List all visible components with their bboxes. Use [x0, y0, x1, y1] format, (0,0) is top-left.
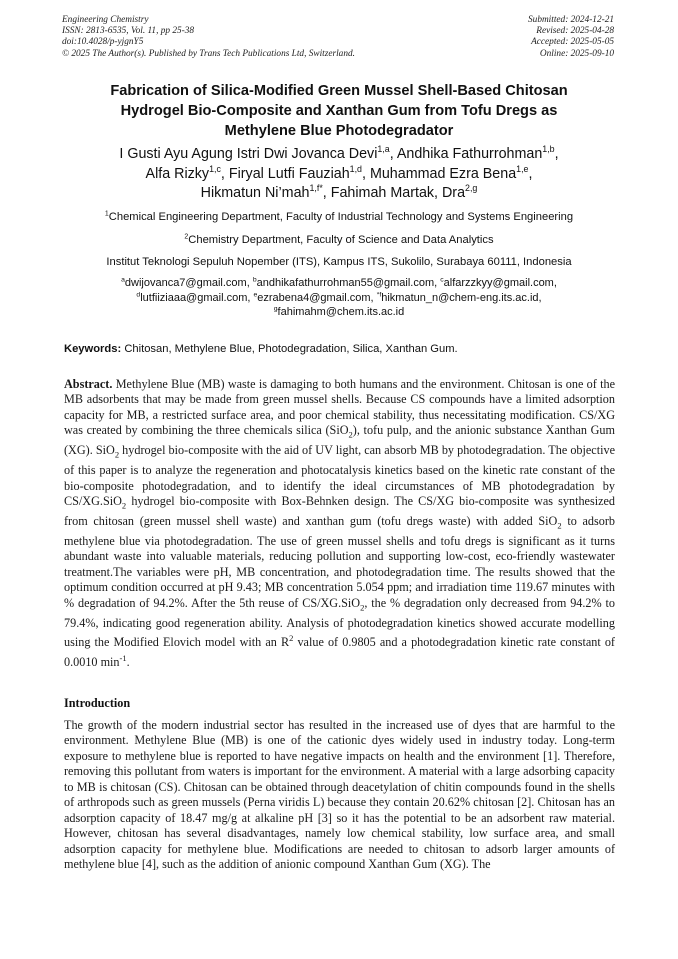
journal-info	[62, 15, 355, 60]
author-name: I Gusti Ayu Agung Istri Dwi Jovanca Devi	[119, 146, 378, 162]
revised-date: Revised: 2025-04-28	[536, 26, 614, 37]
introduction-text: The growth of the modern industrial sector has resulted in the increased use of dyes that are harmful to the environment. Methylene Blue (MB) is one of the cationic dyes widely used in industry today. Long-term exposure to methylene blue is reported to have negative impacts on health and the environment [1]. Therefore, removing this pollutant from waters is important for the environment. A material with a large adsorbing capacity to MB is chitosan (CS). Chitosan can be obtained through deacetylation of chitin compounds found in the shells of arthropods such as green mussels (Perna viridis L) because they contain 20.62% chitosan [2]. Chitosan has an adsorption capacity of 18.47 mg/g at alkaline pH [3] so it has the potential to be an adsorbent raw material. However, chitosan has several disadvantages, namely low chemical stability, low surface area, and small adsorption capacity for methylene blue. Modifications are needed to chitosan to adsorb larger amounts of methylene blue [4], such as the addition of anionic compound Xanthan Gum (XG). The	[64, 718, 615, 872]
affiliation-1	[40, 211, 638, 223]
doi: doi:10.4028/p-yjgnY5	[62, 37, 144, 48]
affiliation-2	[40, 234, 638, 246]
abstract	[64, 377, 615, 670]
abstract-text: hydrogel bio-composite with the aid of UV light, can absorb MB by photodegradation. The objective of this paper is to analyze the regeneration and photocatalysis kinetics based on the kinetic rate constant of the bio-composite photodegradation, and to identify the ideal circumstances of MB photodegradation by CS/XG.SiO	[64, 443, 615, 509]
author-emails	[40, 276, 638, 320]
running-header	[62, 15, 614, 60]
subscript: 2	[360, 602, 365, 613]
abstract-text: Methylene Blue (MB) waste is damaging to both humans and the environment. Chitosan is one of the MB adsorbents that may be made from green mussel shells. Because CS compounds have a limited adsorption capacity for MB, a restricted surface area, and poor chemical stability, thus necessitating modification. CS/XG was created by combining the three chemicals silica (SiO	[64, 377, 616, 438]
email-sup: *f	[376, 290, 382, 298]
author-sup: 1,b	[542, 144, 555, 155]
keywords-text: Chitosan, Methylene Blue, Photodegradation, Silica, Xanthan Gum.	[124, 343, 458, 355]
email: dwijovanca7@gmail.com,	[124, 277, 250, 289]
superscript: 2	[289, 632, 294, 643]
institution-address	[40, 256, 638, 268]
author-sup: 1,d	[349, 163, 362, 174]
author-list: I Gusti Ayu Agung Istri Dwi Jovanca Devi$^{1,a}$, Andhika Fathurrohman$^{1,b}$, Alfa Rizky$^{1,c}$, Firyal Lutfi Fauziah$^{1,d}$, Muhammad Ezra Bena$^{1,e}$, Hikmatun Ni’mah$^{1,f*}$, Fahimah Martak, Dra$^{2,g}$	[119, 144, 559, 201]
abstract-text: hydrogel bio-composite with Box-Behnken design. The CS/XG bio-composite was synthesized from chitosan (green mussel shell waste) and xanthan gum (tofu dregs waste) with added SiO	[64, 494, 615, 528]
author-sup: 2,g	[465, 183, 478, 194]
keywords-label: Keywords:	[64, 343, 122, 355]
abstract-text: to adsorb methylene blue via photodegradation. The use of green mussel shells and tofu dregs is significant as it turns abundant waste into valuable materials, reducing pollution and supporting low-cost, eco-friendly wastewater treatment.The variables were pH, MB concentration, and photodegradation time. The results showed that the optimum condition occurred at pH 9.43; MB concentration 5.054 ppm; and irradiation time 119.67 minutes with % degradation of 94.2%. After the 5th reuse of CS/XG.SiO	[64, 513, 615, 610]
subscript: 2	[114, 449, 120, 460]
superscript: -1	[119, 652, 127, 663]
abstract-text: .	[126, 654, 130, 669]
email: fahimahm@chem.its.ac.id	[277, 306, 405, 318]
email: ezrabena4@gmail.com,	[257, 291, 374, 304]
keywords	[64, 343, 618, 355]
email-sup: g	[273, 305, 278, 313]
subscript: 2	[121, 500, 127, 511]
abstract-text: , the % degradation only decreased from 94.2% to 79.4%, indicating good regeneration ability. Analysis of photodegradation kinetics showed accurate modelling using the Modified Elovich model with an R	[64, 595, 615, 650]
paper-title	[40, 81, 638, 141]
author-name: Andhika Fathurrohman	[396, 146, 543, 162]
email-sup: e	[253, 290, 258, 298]
abstract-text: ), tofu pulp, and the anionic substance Xanthan Gum (XG). SiO	[64, 423, 615, 458]
copyright: © 2025 The Author(s). Published by Trans Tech Publications Ltd, Switzerland.	[62, 48, 355, 59]
publication-dates	[528, 15, 614, 60]
email-sup: c	[440, 276, 444, 284]
email-sup: a	[121, 276, 125, 284]
author-name: Alfa Rizky	[145, 165, 210, 182]
abstract-text: value of 0.9805 and a photodegradation kinetic rate constant of 0.0010 min	[64, 635, 615, 669]
abstract-label: Abstract.	[64, 377, 113, 391]
author-name: Fahimah Martak, Dra	[330, 185, 466, 201]
author-sup: 1,f*	[309, 183, 323, 194]
online-date: Online: 2025-09-10	[539, 48, 614, 59]
email: hikmatun_n@chem-eng.its.ac.id,	[381, 291, 542, 304]
title-line: Methylene Blue Photodegradator	[224, 123, 454, 139]
journal-name: Engineering Chemistry	[62, 15, 149, 25]
issn: ISSN: 2813-6535, Vol. 11, pp 25-38	[62, 26, 195, 37]
author-sup: 1,c	[209, 163, 221, 174]
section-heading: Introduction	[64, 696, 131, 710]
email-sup: d	[136, 290, 141, 298]
email: andhikafathurrohman55@gmail.com,	[256, 277, 438, 289]
affiliation-sup: 1	[104, 210, 109, 218]
affiliation-text: Chemical Engineering Department, Faculty of Industrial Technology and Systems Engineering	[108, 211, 574, 223]
author-name: Muhammad Ezra Bena	[369, 165, 517, 182]
email: lutfiiziaaa@gmail.com,	[140, 291, 251, 304]
subscript: 2	[348, 429, 353, 440]
subscript: 2	[557, 520, 562, 531]
email: alfarzzkyy@gmail.com,	[443, 277, 557, 289]
author-name: Hikmatun Ni’mah	[200, 185, 310, 201]
affiliation-sup: 2	[184, 233, 189, 241]
author-sup: 1,e	[516, 163, 529, 174]
title-line: Hydrogel Bio-Composite and Xanthan Gum from Tofu Dregs as	[120, 103, 558, 119]
title-line: Fabrication of Silica-Modified Green Mussel Shell-Based Chitosan	[110, 83, 568, 99]
submitted-date: Submitted: 2024-12-21	[528, 15, 614, 25]
email-sup: b	[252, 276, 257, 284]
author-name: Firyal Lutfi Fauziah	[228, 165, 350, 182]
accepted-date: Accepted: 2025-05-05	[531, 37, 614, 48]
author-sup: 1,a	[377, 144, 390, 155]
institution-text: Institut Teknologi Sepuluh Nopember (ITS), Kampus ITS, Sukolilo, Surabaya 60111, Indonesia	[106, 256, 572, 268]
affiliation-text: Chemistry Department, Faculty of Science and Data Analytics	[188, 234, 494, 246]
